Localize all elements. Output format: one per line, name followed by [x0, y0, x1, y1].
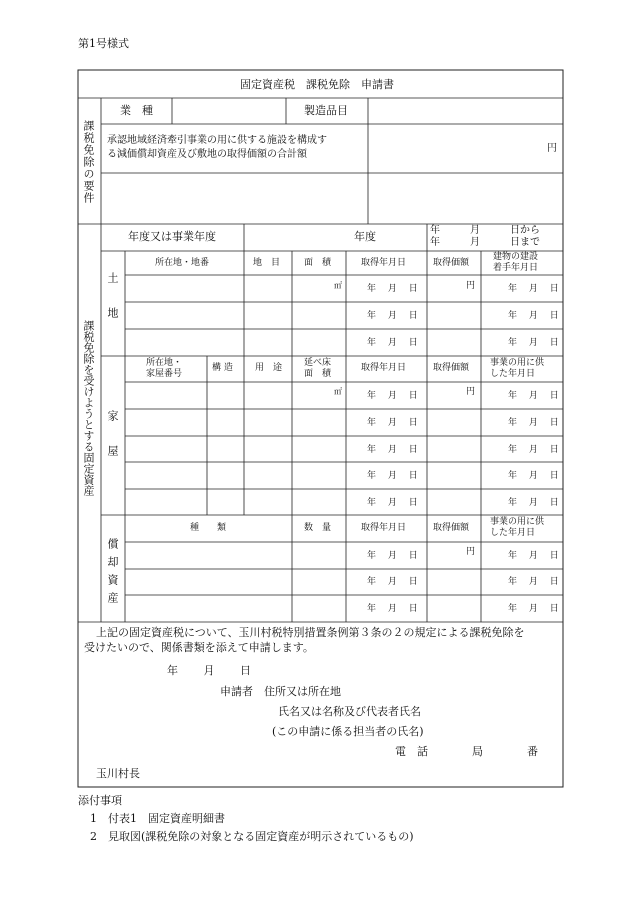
form-outer-border	[78, 70, 563, 787]
land-header-build-1: 建物の建設	[493, 252, 539, 262]
requirements-side-label: 課税免除の要件	[82, 120, 95, 204]
phone-label: 電 話 局 番	[395, 745, 538, 758]
land-header-price: 取得価額	[433, 258, 470, 268]
depreciable-use-date: 年 月 日	[508, 551, 559, 561]
house-header-use: 用 途	[255, 363, 283, 373]
depreciable-header-use-date-1: 事業の用に供	[490, 517, 545, 527]
land-yen: 円	[466, 281, 476, 291]
depreciable-header-qty: 数 量	[304, 523, 332, 533]
industry-label: 業 種	[120, 104, 153, 117]
cost-text-line1: 承認地域経済牽引事業の用に供する施設を構成す	[107, 135, 327, 146]
house-yen: 円	[466, 387, 476, 397]
assets-side-label: 課税免除を受けようとする固定資産	[82, 320, 95, 496]
house-use-date: 年 月 日	[508, 445, 559, 455]
house-header-floor-1: 延べ床	[304, 358, 332, 368]
house-use-date: 年 月 日	[508, 498, 559, 508]
depreciable-header-price: 取得価額	[433, 523, 470, 533]
land-date: 年 月 日	[367, 338, 418, 348]
house-header-floor-2: 面 積	[304, 369, 332, 379]
product-label: 製造品目	[304, 104, 348, 117]
applicant-address-label: 申請者 住所又は所在地	[220, 685, 341, 698]
land-header-date: 取得年月日	[361, 258, 407, 268]
contact-person-label: (この申請に係る担当者の氏名)	[272, 725, 424, 738]
depreciable-date: 年 月 日	[367, 604, 418, 614]
attachments-title: 添付事項	[78, 794, 122, 807]
land-build-date: 年 月 日	[508, 338, 559, 348]
land-date: 年 月 日	[367, 311, 418, 321]
land-header-location: 所在地・地番	[155, 258, 210, 268]
industry-field[interactable]	[176, 102, 284, 120]
form-title: 固定資産税 課税免除 申請書	[240, 78, 394, 91]
attachment-item: 1 付表1 固定資産明細書	[90, 812, 225, 825]
house-use-date: 年 月 日	[508, 418, 559, 428]
depreciable-yen: 円	[466, 547, 476, 557]
house-header-use-date-2: した年月日	[490, 369, 536, 379]
house-header-location-2: 家屋番号	[146, 369, 183, 379]
house-date: 年 月 日	[367, 391, 418, 401]
statement-line1: 上記の固定資産税について、玉川村税特別措置条例第３条の２の規定による課税免除を	[96, 626, 525, 639]
attachment-item: 2 見取図(課税免除の対象となる固定資産が明示されているもの)	[90, 830, 414, 843]
house-label: 家屋	[106, 410, 119, 480]
land-header-area: 面 積	[304, 258, 332, 268]
house-header-date: 取得年月日	[361, 363, 407, 373]
house-header-structure: 構 造	[212, 363, 233, 373]
fiscal-to: 年 月 日まで	[430, 237, 540, 248]
land-header-category: 地 目	[253, 258, 281, 268]
depreciable-header-date: 取得年月日	[361, 523, 407, 533]
cost-yen-unit: 円	[547, 143, 557, 154]
depreciable-date: 年 月 日	[367, 577, 418, 587]
addressee: 玉川村長	[96, 767, 140, 780]
land-header-build-2: 着手年月日	[493, 263, 539, 273]
house-date: 年 月 日	[367, 445, 418, 455]
fiscal-from: 年 月 日から	[430, 225, 540, 236]
product-field[interactable]	[372, 102, 560, 120]
house-header-price: 取得価額	[433, 363, 470, 373]
depreciable-date: 年 月 日	[367, 551, 418, 561]
house-area-unit: ㎡	[334, 387, 342, 396]
house-date: 年 月 日	[367, 418, 418, 428]
house-header-location-1: 所在地・	[146, 358, 183, 368]
form-number: 第1号様式	[78, 37, 129, 50]
fiscal-year: 年度	[354, 230, 376, 243]
land-area-unit: ㎡	[334, 281, 342, 290]
cost-text-line2: る減価償却資産及び敷地の取得価額の合計額	[107, 149, 307, 160]
land-date: 年 月 日	[367, 284, 418, 294]
house-date: 年 月 日	[367, 498, 418, 508]
house-header-use-date-1: 事業の用に供	[490, 358, 545, 368]
depreciable-header-use-date-2: した年月日	[490, 528, 536, 538]
applicant-name-label: 氏名又は名称及び代表者氏名	[278, 705, 421, 718]
statement-line2: 受けたいので、関係書類を添えて申請します。	[84, 641, 314, 654]
fiscal-label: 年度又は事業年度	[128, 230, 216, 243]
house-use-date: 年 月 日	[508, 471, 559, 481]
depreciable-use-date: 年 月 日	[508, 577, 559, 587]
land-label: 土地	[106, 272, 119, 342]
land-build-date: 年 月 日	[508, 311, 559, 321]
land-build-date: 年 月 日	[508, 284, 559, 294]
house-use-date: 年 月 日	[508, 391, 559, 401]
house-date: 年 月 日	[367, 471, 418, 481]
depreciable-header-kind: 種 類	[190, 523, 227, 533]
statement-date: 年 月 日	[167, 664, 251, 677]
depreciable-use-date: 年 月 日	[508, 604, 559, 614]
depreciable-label: 償却資産	[106, 538, 119, 610]
